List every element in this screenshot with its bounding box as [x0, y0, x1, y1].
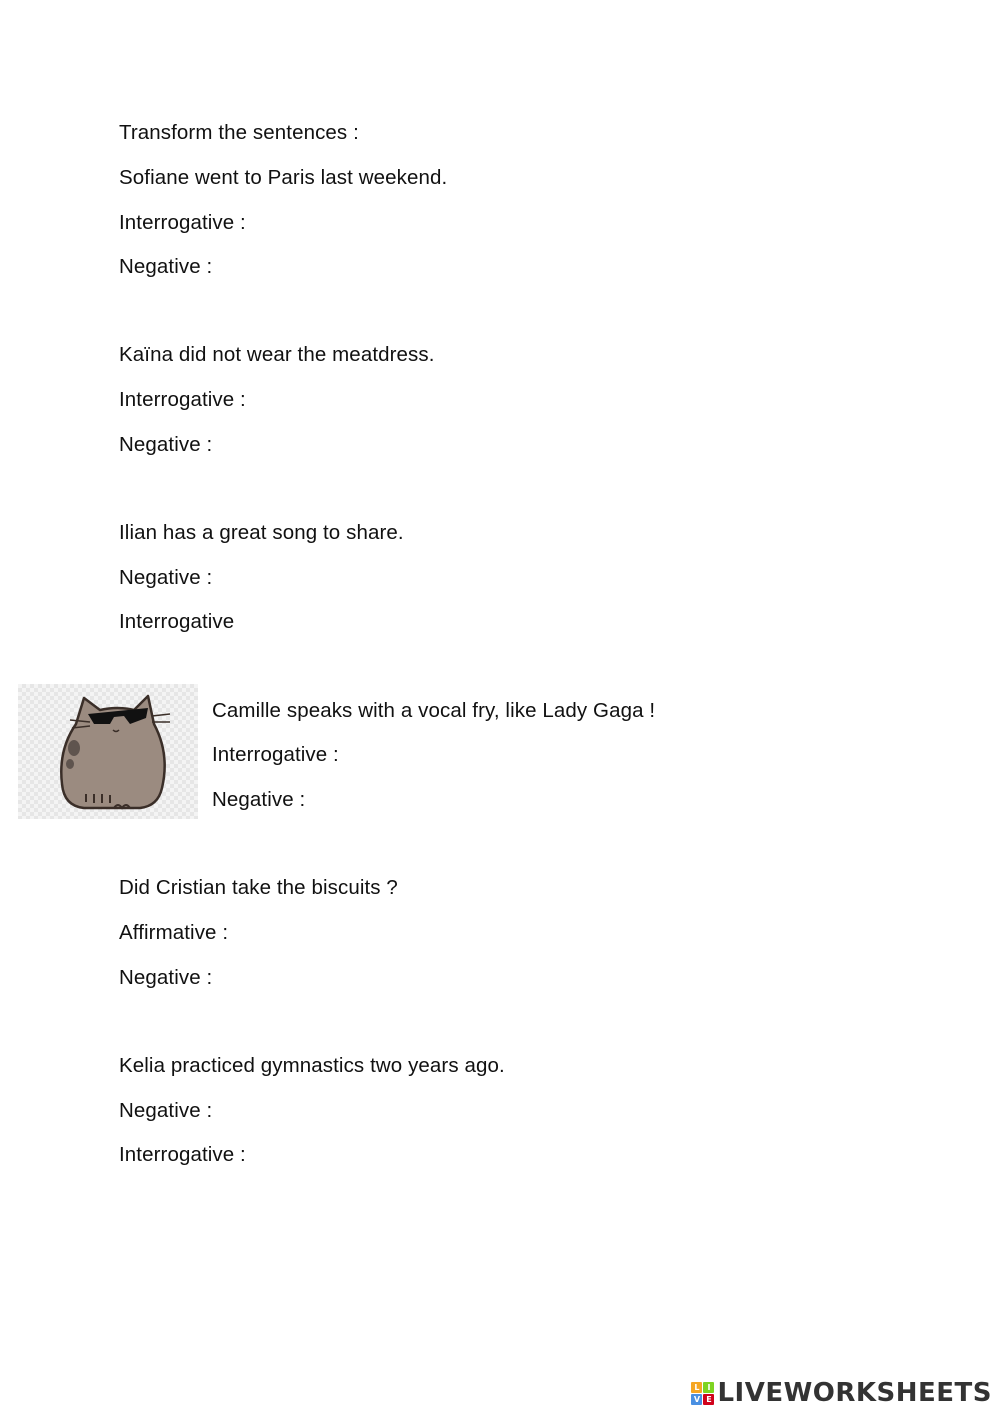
logo-letter-v: V [691, 1394, 702, 1405]
exercise-4-prompt-2: Negative : [212, 788, 306, 811]
logo-letter-i: I [703, 1382, 714, 1393]
logo-letter-e: E [703, 1394, 714, 1405]
cat-with-sunglasses-icon [18, 684, 198, 819]
exercise-6-prompt-2: Interrogative : [119, 1143, 246, 1166]
exercise-6-prompt-1: Negative : [119, 1099, 213, 1122]
exercise-5-prompt-1: Affirmative : [119, 921, 229, 944]
liveworksheets-logo-icon [691, 1382, 714, 1405]
logo-letter-l: L [691, 1382, 702, 1393]
exercise-5-sentence: Did Cristian take the biscuits ? [119, 876, 398, 899]
exercise-1-sentence: Sofiane went to Paris last weekend. [119, 166, 448, 189]
exercise-4-sentence: Camille speaks with a vocal fry, like Lady Gaga ! [212, 699, 656, 722]
cat-illustration [18, 684, 198, 819]
exercise-2-prompt-1: Interrogative : [119, 388, 246, 411]
exercise-3-sentence: Ilian has a great song to share. [119, 521, 404, 544]
exercise-6-sentence: Kelia practiced gymnastics two years ago. [119, 1054, 505, 1077]
exercise-4-prompt-1: Interrogative : [212, 743, 339, 766]
exercise-3-prompt-2: Interrogative [119, 610, 235, 633]
exercise-1-prompt-1: Interrogative : [119, 211, 246, 234]
instruction-text: Transform the sentences : [119, 121, 359, 144]
exercise-5-prompt-2: Negative : [119, 966, 213, 989]
exercise-3-prompt-1: Negative : [119, 566, 213, 589]
exercise-2-prompt-2: Negative : [119, 433, 213, 456]
exercise-2-sentence: Kaïna did not wear the meatdress. [119, 343, 435, 366]
exercise-1-prompt-2: Negative : [119, 255, 213, 278]
liveworksheets-brand[interactable] [691, 1377, 992, 1409]
brand-name: LIVEWORKSHEETS [717, 1378, 992, 1408]
